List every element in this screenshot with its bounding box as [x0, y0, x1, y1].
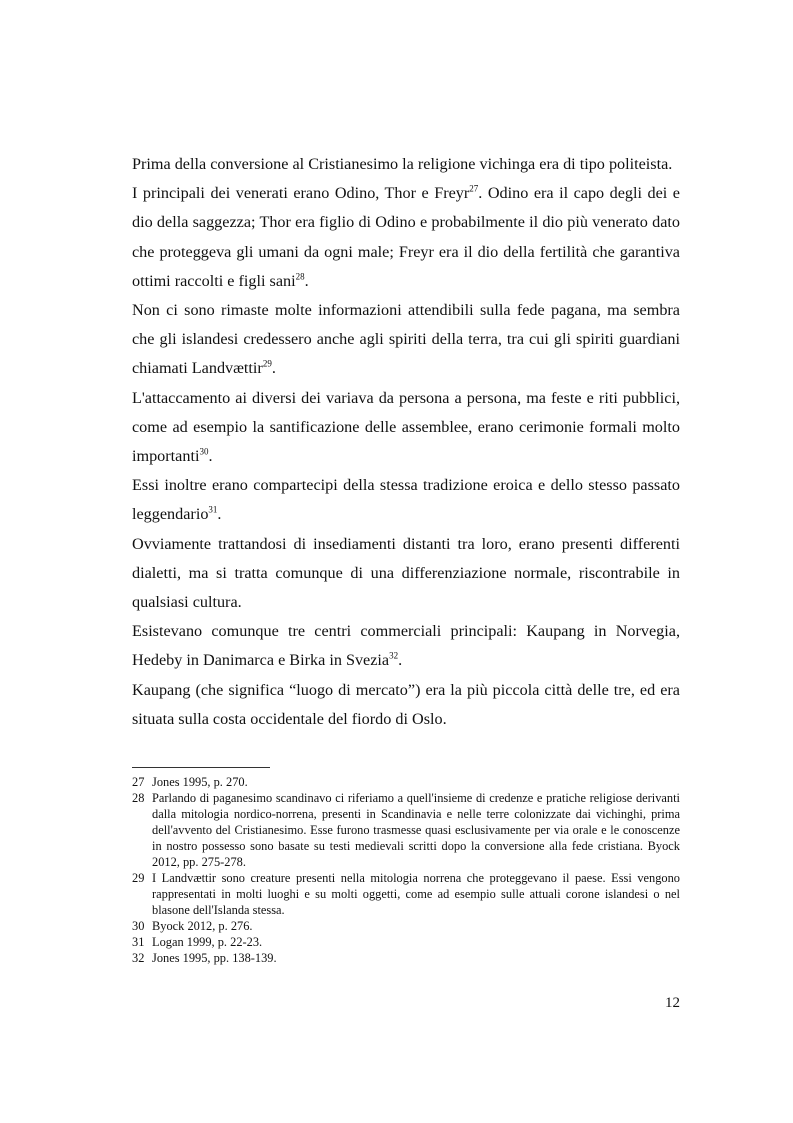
footnote-29 [132, 870, 680, 918]
footnote-separator [132, 767, 270, 768]
page-number: 12 [665, 995, 680, 1011]
paragraph-3: Non ci sono rimaste molte informazioni attendibili sulla fede pagana, ma sembra che gli islandesi credessero anche agli spiriti della terra, tra cui gli spiriti guardiani chiamati Landvættir$^{29}$. [132, 301, 680, 378]
footnote-number: 27 [132, 775, 145, 789]
footnote-text: Parlando di paganesimo scandinavo ci riferiamo a quell'insieme di credenze e pratiche religiose derivanti dalla mitologia nordico-norrena, presenti in Scandinavia e nelle terre colonizzate dai vichinghi, prima dell'avvento del Cristianesimo. Esse furono trasmesse quasi esclusivamente per via orale e le conoscenze in nostro possesso sono basate su testi medievali scritti dopo la conversione alla fede cristiana. Byock 2012, pp. 275-278. [152, 791, 680, 869]
paragraph-6: Ovviamente trattandosi di insediamenti distanti tra loro, erano presenti differenti dialetti, ma si tratta comunque di una differenziazione normale, riscontrabile in qualsiasi cultura. [132, 534, 680, 612]
footnote-28 [132, 790, 680, 870]
footnote-31 [132, 934, 680, 950]
footnote-ref-28[interactable]: 28 [295, 271, 305, 282]
footnote-number: 32 [132, 951, 145, 965]
paragraph-8: Kaupang (che significa “luogo di mercato”) era la più piccola città delle tre, ed era situata sulla costa occidentale del fiordo di Oslo. [132, 680, 680, 728]
footnote-number: 30 [132, 919, 145, 933]
footnote-30 [132, 918, 680, 934]
footnote-number: 31 [132, 935, 145, 949]
footnote-text: Logan 1999, p. 22-23. [152, 935, 263, 949]
paragraph-7: Esistevano comunque tre centri commerciali principali: Kaupang in Norvegia, Hedeby in Danimarca e Birka in Svezia$^{32}$. [132, 622, 680, 670]
paragraph-5: Essi inoltre erano compartecipi della stessa tradizione eroica e dello stesso passato leggendario$^{31}$. [132, 476, 680, 524]
footnote-number: 28 [132, 791, 145, 805]
footnote-text: I Landvættir sono creature presenti nella mitologia norrena che proteggevano il paese. Essi vengono rappresentati in molti luoghi e su molti oggetti, come ad esempio sulle attuali corone islandesi o nel blasone dell'Islanda stessa. [152, 871, 680, 917]
main-text [132, 150, 680, 734]
footnote-ref-31[interactable]: 31 [208, 505, 218, 516]
footnote-number: 29 [132, 871, 145, 885]
footnote-ref-30[interactable]: 30 [199, 446, 209, 457]
footnote-text: Byock 2012, p. 276. [152, 919, 253, 933]
paragraph-4: L'attaccamento ai diversi dei variava da persona a persona, ma feste e riti pubblici, come ad esempio la santificazione delle assemblee, erano cerimonie formali molto importanti$^{30}$. [132, 388, 680, 466]
footnote-32 [132, 950, 680, 966]
footnote-text: Jones 1995, p. 270. [152, 775, 248, 789]
footnote-text: Jones 1995, pp. 138-139. [152, 951, 277, 965]
footnote-27 [132, 774, 680, 790]
paragraph-1: Prima della conversione al Cristianesimo la religione vichinga era di tipo politeista. [132, 155, 673, 173]
footnote-ref-27[interactable]: 27 [469, 183, 479, 194]
footnotes [132, 774, 680, 966]
paragraph-2: I principali dei venerati erano Odino, Thor e Freyr$^{27}$. Odino era il capo degli dei e dio della saggezza; Thor era figlio di Odino e probabilmente il dio più venerato dato che proteggeva gli umani da ogni male; Freyr era il dio della fertilità che garantiva ottimi raccolti e figli sani$^{28}$. [132, 183, 680, 290]
footnote-ref-29[interactable]: 29 [262, 359, 272, 370]
footnote-ref-32[interactable]: 32 [389, 651, 399, 662]
